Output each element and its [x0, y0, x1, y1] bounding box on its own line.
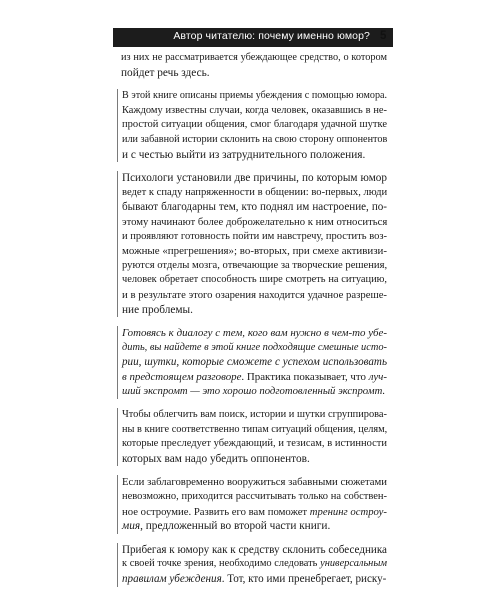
paragraph	[117, 326, 387, 399]
italic-run: ший экспромт — это хорошо подготовленный экспромт	[122, 385, 383, 398]
paragraph	[117, 543, 387, 587]
italic-run: правилам убеждения	[122, 573, 222, 585]
text-run: В этой книге описаны приемы убеждения с помощью юмора.	[122, 90, 387, 102]
text-line	[122, 355, 387, 370]
text-line	[122, 423, 387, 438]
text-line	[122, 200, 387, 215]
italic-run: Готовясь к диалогу с тем, кого вам нужно в чем-то убе-	[122, 327, 387, 340]
paragraph	[117, 89, 387, 162]
italic-run: дить, вы найдете в этой книге подходящие смешные исто-	[122, 341, 387, 353]
text-line	[122, 148, 387, 163]
text-line	[122, 89, 387, 104]
text-run: простой ситуации общения, смог благодаря удачной шутке	[122, 119, 387, 131]
text-run: Прибегая к юмору как к средству склонить собеседника	[122, 543, 387, 556]
text-run: невозможно, приходится рассчитывать только на собствен-	[122, 491, 387, 503]
text-run: руются отделы мозга, отвечающие за творческие решения,	[122, 259, 388, 271]
text-run: Если заблаговременно вооружиться забавными сюжетами	[122, 476, 387, 489]
text-line	[121, 51, 387, 66]
text-run: из них не рассматривается убеждающее средство, о котором	[121, 52, 387, 63]
text-line	[122, 505, 387, 520]
text-run: или забавной истории склонить на свою сторону оппонентов	[122, 133, 388, 145]
text-run: Чтобы облегчить вам поиск, истории и шутки сгруппирова-	[122, 409, 387, 421]
text-run: Психологи установили две причины, по которым юмор	[122, 172, 387, 185]
text-run: . Тот, кто ими пренебрегает, риску-	[221, 573, 387, 585]
italic-run: луч-	[368, 370, 387, 383]
text-line	[122, 437, 387, 452]
text-run: пойдет речь здесь.	[121, 66, 210, 79]
text-run: человек обретает способность шире смотреть на ситуацию,	[122, 274, 387, 286]
text-line	[122, 215, 387, 230]
page-number: 5	[380, 30, 387, 42]
text-line	[122, 408, 387, 423]
text-line	[122, 557, 387, 572]
text-line	[122, 244, 387, 259]
text-line	[121, 66, 387, 81]
text-line	[122, 259, 387, 274]
text-run: .	[382, 385, 385, 398]
text-run: к своей точке зрения, необходимо следовать	[122, 558, 321, 570]
text-run: , предложенный во второй части книги.	[140, 520, 331, 533]
text-line	[122, 104, 387, 119]
text-line	[122, 288, 387, 303]
italic-run: универсальным	[320, 558, 387, 570]
text-run: ны в книге соответственно типам ситуаций общения, целям,	[122, 423, 388, 435]
text-line	[122, 543, 387, 558]
text-run: Каждому известны случаи, когда человек, оказавшись в не-	[122, 104, 387, 116]
paragraph	[117, 475, 387, 533]
running-header	[113, 28, 393, 47]
text-run: и в результате этого озарения находится удачное разреше-	[122, 288, 387, 301]
text-run: и проявляют готовность пойти им навстречу, простить воз-	[122, 230, 387, 242]
text-run: этому начинают более доброжелательно к ним относиться	[122, 215, 388, 228]
text-line	[122, 452, 387, 467]
paragraph	[117, 408, 387, 466]
text-run: ведет к спаду напряженности в общении: во-первых, люди	[122, 186, 388, 198]
text-line	[122, 519, 387, 534]
text-run: и с честью выйти из затруднительного положения.	[122, 148, 366, 161]
italic-run: рии, шутки, которые сможете с успехом использовать	[122, 356, 387, 369]
text-run: . Практика показывает, что	[241, 370, 369, 383]
running-title: Автор читателю: почему именно юмор?	[173, 30, 370, 42]
text-line	[122, 133, 387, 148]
paragraph	[117, 51, 387, 80]
text-line	[122, 475, 387, 490]
text-run: ние проблемы.	[122, 303, 193, 316]
text-line	[122, 326, 387, 341]
text-line	[122, 572, 387, 587]
text-run: бывают благодарны тем, кто поднял им настроение, по-	[122, 201, 387, 214]
text-line	[122, 273, 387, 288]
text-line	[122, 118, 387, 133]
italic-run: в предстоящем разговоре	[122, 370, 242, 383]
text-line	[122, 171, 387, 186]
text-run: можные «прегрешения»; во-вторых, при смехе активизи-	[122, 245, 387, 258]
text-line	[122, 384, 387, 399]
text-line	[122, 230, 387, 245]
text-line	[122, 341, 387, 356]
text-line	[122, 370, 387, 385]
italic-run: тренинг остроу-	[309, 505, 387, 518]
text-run: которые преследует убеждающий, и тезисам, в истинности	[122, 438, 387, 450]
text-line	[122, 303, 387, 318]
paragraph	[117, 171, 387, 317]
italic-run: мия	[122, 520, 141, 533]
text-line	[122, 490, 387, 505]
text-run: которых вам надо убедить оппонентов.	[122, 452, 310, 465]
text-line	[122, 186, 387, 201]
text-run: ное остроумие. Развить его вам поможет	[122, 505, 310, 518]
body-text	[117, 51, 387, 596]
